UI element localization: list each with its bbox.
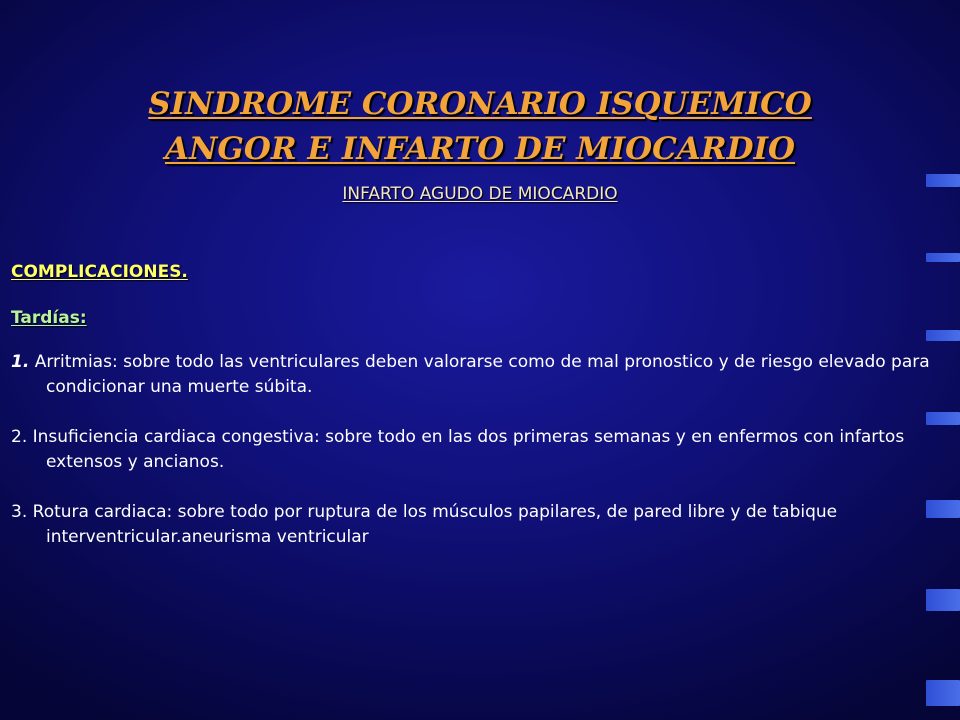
item-number: 3. (11, 502, 28, 522)
slide-subtitle: INFARTO AGUDO DE MIOCARDIO (342, 184, 618, 204)
accent-mark (926, 412, 960, 425)
item-text: Rotura cardiaca: sobre todo por ruptura de los músculos papilares, de pared libre y de tabique interventricular.aneurisma ventricular (32, 502, 838, 547)
list-item (11, 425, 941, 475)
title-line-2: ANGOR E INFARTO DE MIOCARDIO (164, 131, 795, 167)
accent-mark (926, 330, 960, 341)
accent-mark (926, 174, 960, 187)
accent-mark (926, 500, 960, 518)
accent-mark (926, 253, 960, 262)
item-number: 2. (11, 427, 28, 447)
item-text: Insuficiencia cardiaca congestiva: sobre todo en las dos primeras semanas y en enfermos con infartos extensos y ancianos. (32, 427, 905, 472)
section-heading-complicaciones: COMPLICACIONES. (11, 262, 188, 282)
accent-mark (926, 680, 960, 706)
list-item (11, 500, 941, 550)
slide-title (0, 82, 960, 172)
list-item (11, 350, 941, 400)
title-line-1: SINDROME CORONARIO ISQUEMICO (148, 86, 812, 122)
complications-list (11, 350, 941, 575)
item-text: Arritmias: sobre todo las ventriculares deben valorarse como de mal pronostico y de riesgo elevado para condicionar una muerte súbita. (34, 352, 930, 397)
accent-mark (926, 589, 960, 611)
section-subheading-tardias: Tardías: (11, 308, 87, 328)
item-number: 1. (11, 352, 30, 372)
